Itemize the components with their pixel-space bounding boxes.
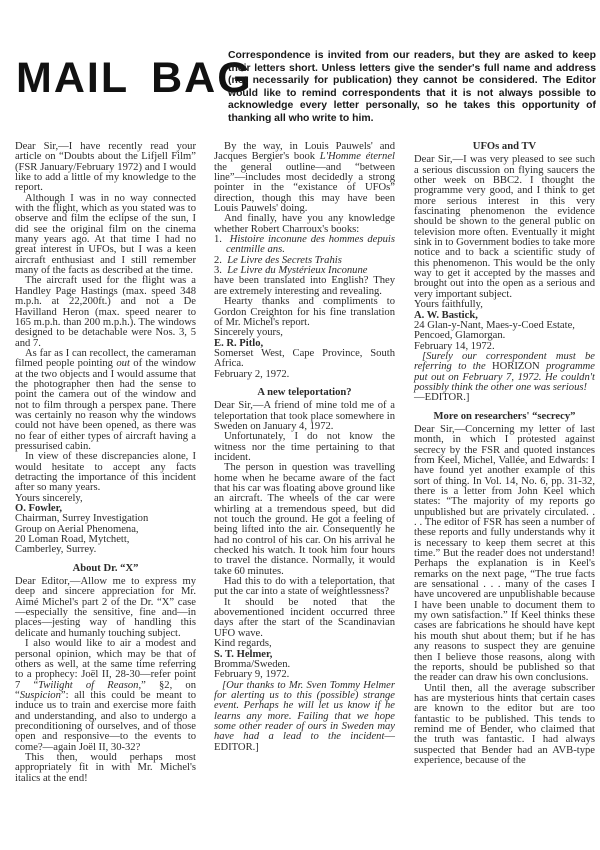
- editor-note: [414, 352, 595, 404]
- paragraph: Dear Sir,—A friend of mine told me of a teleportation that took place somewhere in Sweden on January 4, 1972.: [214, 400, 395, 432]
- signature: O. Fowler,: [15, 503, 62, 515]
- address-line: Somerset West, Cape Province, South Africa.: [214, 347, 395, 370]
- paragraph: The person in question was travelling home when he became aware of the fact that his car was floating above ground like an aircraft. The wheels of the car were whirling at a tremendous speed, but did not touch the ground. He got a feeling of being lifted into the air. Consequently he had no control of his car. On his arrival he checked his watch. It took him four hours to travel the distance. Normally, it would take 60 minutes.: [214, 462, 395, 577]
- text-run: the general outline—and “between line”—includes most decidedly a strong pointer in the “existance of UFOs” direction, though this may have been Louis Pauwels' doing.: [214, 161, 395, 215]
- paragraph: Dear Sir,—I have recently read your article on “Doubts about the Lifjell Film” (FSR January/February 1972) and I would like to add a little of my knowledge to the report.: [15, 141, 196, 194]
- editor-note-text: programme put out on February 7, 1972. He couldn't possibly think the other one was serious!: [414, 361, 595, 393]
- column-3: [414, 142, 595, 766]
- emphasis: out: [116, 358, 130, 370]
- letter-researchers-secrecy: [414, 412, 595, 767]
- closing: Kind regards,: [214, 638, 272, 650]
- bracket: ]: [465, 392, 470, 404]
- date: February 9, 1972.: [214, 669, 290, 681]
- page-title: [16, 54, 253, 102]
- book-title: Histoire inconune des hommes depuis centmille ans.: [226, 234, 395, 256]
- letter-heading: About Dr. “X”: [72, 562, 139, 574]
- book-title: Le Livre des Secrets Trahis: [227, 254, 342, 266]
- date: February 14, 1972.: [414, 340, 495, 352]
- column-1: [15, 142, 196, 784]
- book-number: 1.: [214, 234, 222, 246]
- book-list: [214, 235, 395, 276]
- paragraph: [214, 142, 395, 214]
- paragraph: The aircraft used for the flight was a Handley Page Hastings (max. speed 348 m.p.h. at 22,200ft.) and not a De Havilland Heron (max. speed nearer to 165 m.p.h. than 200 m.p.h.). The windows designed to be detachable were Nos. 3, 5 and 7.: [15, 275, 196, 349]
- paragraph: And finally, have you any knowledge whether Robert Charroux's books:: [214, 213, 395, 235]
- editor-note-text: [Surely our correspondent must be referring to the: [414, 350, 595, 373]
- editor-note-text: [Our thanks to Mr. Sven Tommy Helmer for alerting us to this (possible) strange event. Perhaps he will let us know if he learns any more. Failing that we hope some other reader of ours in Sweden may have had a lead to the incident: [214, 679, 395, 743]
- address-line: 24 Glan-y-Nant, Maes-y-Coed Estate,: [414, 319, 575, 331]
- paragraph: [15, 639, 196, 753]
- title-word-bag: BAG: [151, 54, 253, 102]
- book-item: [214, 235, 395, 256]
- signature: A. W. Bastick,: [414, 309, 478, 321]
- letter-heading: UFOs and TV: [472, 141, 537, 152]
- book-number: 3.: [214, 265, 222, 277]
- emphasis: Twilight of Reason,: [38, 679, 142, 691]
- book-number: 2.: [214, 254, 222, 266]
- emphasis: Suspicion: [19, 689, 61, 701]
- programme-name: HORIZON: [491, 361, 540, 373]
- address-line: 20 Loman Road, Mytchett,: [15, 534, 130, 546]
- paragraph: [15, 349, 196, 452]
- paragraph: This then, would perhaps most appropriately fit in with Mr. Michel's italics at the end!: [15, 751, 196, 784]
- closing: Sincerely yours,: [214, 327, 283, 339]
- paragraph: Hearty thanks and compliments to Gordon Creighton for his fine translation of Mr. Michel's report.: [214, 296, 395, 328]
- paragraph: It should be noted that the abovementioned incident occurred three days after the start of the Scandinavian UFO wave.: [214, 596, 395, 639]
- signature: S. T. Helmer,: [214, 648, 273, 660]
- letter-new-teleportation: [214, 388, 395, 753]
- title-word-mail: MAIL: [16, 54, 130, 102]
- editor-sign: —EDITOR.: [214, 731, 395, 753]
- letter-heading: More on researchers' “secrecy”: [433, 410, 576, 422]
- text-run: As far as I can recollect, the cameraman filmed people pointing: [15, 347, 196, 370]
- address-line: Bromma/Sweden.: [214, 658, 291, 670]
- closing: Yours faithfully,: [414, 299, 483, 311]
- paragraph: Until then, all the average subscriber has are mysterious hints that certain cases are known to the editor but are too fantastic to be published. This tends to remind me of Bender, who claimed that the truth was fantastic. I had always suspected that Bender had an AVB-type experience, because of the: [414, 682, 595, 766]
- address-line: Pencoed, Glamorgan.: [414, 330, 506, 342]
- bracket: ]: [255, 741, 259, 753]
- paragraph: Had this to do with a teleportation, that put the car into a state of weightlessness?: [214, 576, 395, 598]
- letter-heading: A new teleportation?: [257, 386, 352, 398]
- address-line: Camberley, Surrey.: [15, 544, 97, 556]
- text-run: ” §2, on “: [15, 679, 196, 701]
- letter-about-dr-x-continued: [214, 142, 395, 380]
- letter-about-dr-x: [15, 564, 196, 784]
- emphasis: L'Homme éternel: [319, 151, 396, 163]
- paragraph: Unfortunately, I do not know the witness nor the time pertaining to that incident.: [214, 431, 395, 463]
- editor-sign: —EDITOR.: [414, 392, 466, 404]
- letter-lifjell-film: [15, 142, 196, 556]
- address-line: Group on Aerial Phenomena,: [15, 523, 139, 535]
- intro-notice: Correspondence is invited from our readers, but they are asked to keep their letters short. Unless letters give the sender's full name and address (not necessarily for publication) they cannot be considered. The Editor would like to remind correspondents that it is not always possible to acknowledge every letter personally, so he takes this opportunity of thanking all who write to him.: [228, 50, 596, 124]
- paragraph: Dear Sir,—I was very pleased to see such a serious discussion on flying saucers the other week on BBC2. I thought the programme very good, and I think to get more serious interest in this very fascinating phenomenon the evidence should be shown to the general public on television more often. Eventually it might sink in to Government bodies to take more notice and to back a scientific study of this phenomenon. This would be the only way to get it accepted by the masses and brought out into the open as a serious and very important subject.: [414, 154, 595, 300]
- address-line: Chairman, Surrey Investigation: [15, 513, 149, 525]
- paragraph: In view of these discrepancies alone, I would hesitate to accept any facts detracting the importance of this incident after so many years.: [15, 451, 196, 494]
- paragraph: Dear Editor,—Allow me to express my deep and sincere appreciation for Mr. Aimé Michel's part 2 of the Dr. “X” case—especially the sensitive, fine and—in places—jesting way of handling this delicate and humanly touching subject.: [15, 576, 196, 639]
- text-run: By the way, in Louis Pauwels' and Jacques Bergier's book: [214, 141, 395, 163]
- letter-ufos-and-tv: [414, 142, 595, 404]
- text-run: ”: all this could be meant to induce us to train and exercise more faith and understanding, and also to undergo a preconditioning of ourselves, and of those open and responsive—to the events to come?—again Joël II, 30-32?: [15, 689, 196, 753]
- column-2: [214, 142, 395, 753]
- closing: Yours sincerely,: [15, 492, 83, 504]
- paragraph: have been translated into English? They are extremely interesting and revealing.: [214, 275, 395, 297]
- signature: E. R. Pitlo,: [214, 337, 264, 349]
- text-run: I also would like to air a modest and personal opinion, which may be that of others as well, at the same time referring to a prophecy: Joël II, 28-30—refer point 7 “: [15, 638, 196, 691]
- text-run: of the window at the two objects and I would assume that the photographer then had the sense to point the camera out of the window and not to film through a perspex pane. There was certainly no reason why the windows could not have been opened, as there was no fear of either types of aircraft having a pressurised cabin.: [15, 358, 196, 452]
- date: February 2, 1972.: [214, 368, 290, 380]
- editor-note: [214, 681, 395, 753]
- paragraph: Although I was in no way connected with the flight, which as you stated was to observe and film the eclipse of the sun, I did see the original film on the cinema many years ago. At that time I had no great interest in UFOs, but I was a keen aircraft enthusiast and I still remember many of the facts as described at the time.: [15, 192, 196, 277]
- paragraph: Dear Sir,—Concerning my letter of last month, in which I protested against secrecy by the FSR and quoted instances from Keel, Michel, Vallée, and Edwards: I have found yet another example of this sort of thing. In Vol. 14, No. 6, pp. 31-32, there is a letter from John Keel which states: “The majority of my reports go unpublished but are privately circulated. . . . The editor of FSR has seen a number of these reports and fully understands why it is necessary to keep them secret at this time.” But the reader does not understand! Perhaps the explanation is in Keel's remarks on the next page, “The true facts are sensational . . . many of the cases I have uncovered are unpublishable because I have been unable to document them to my own satisfaction.” If Keel thinks these cases are fabrications he should have kept his mouth shut about them; but if he has any reasons to suspect they are genuine then I believe those reasons, along with the reports, should be published so that the reader can draw his own conclusions.: [414, 423, 595, 684]
- book-title: Le Livre du Mystérieux Inconune: [227, 265, 368, 277]
